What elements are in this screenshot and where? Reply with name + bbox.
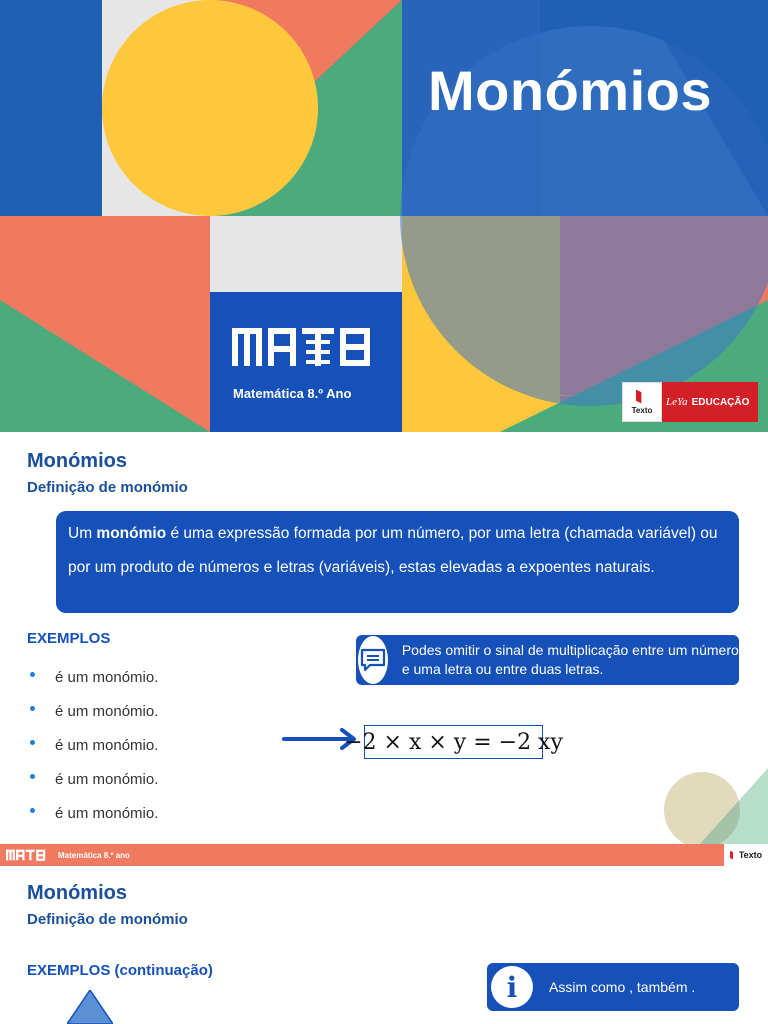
- triangle-icon: [67, 990, 113, 1024]
- educacao-logo-label: EDUCAÇÃO: [691, 396, 750, 408]
- definition-text-rest: é uma expressão formada por um número, por uma letra (chamada variável) ou por um produto de números e letras (variáveis), estas elevadas a expoentes naturais.: [68, 525, 718, 576]
- list-item: [30, 728, 158, 762]
- info-callout: [487, 963, 739, 1011]
- info-text: Assim como , também .: [549, 979, 696, 995]
- mat8-subtitle: Matemática 8.º Ano: [233, 386, 352, 401]
- tip-callout: [356, 635, 739, 685]
- tip-text: Podes omitir o sinal de multiplicação entre um número e uma letra ou entre duas letras.: [401, 642, 739, 677]
- publisher-logos: [622, 382, 758, 422]
- list-item: [30, 660, 158, 694]
- page-subtitle: Definição de monómio: [27, 911, 188, 928]
- footer-texto-label: Texto: [738, 850, 763, 860]
- list-item: [30, 762, 158, 796]
- example-text: é um monómio.: [55, 702, 159, 720]
- comment-icon: [360, 648, 386, 672]
- example-text: é um monómio.: [55, 668, 159, 686]
- mat8-logo-box: [210, 292, 402, 432]
- example-text: é um monómio.: [55, 770, 159, 788]
- formula-box: −2 × x × y = −2 xy: [364, 725, 543, 759]
- texto-book-icon: [636, 390, 648, 404]
- footer-band: [0, 844, 768, 866]
- page-title: Monómios: [27, 882, 127, 904]
- page-title: Monómios: [27, 450, 127, 472]
- texto-logo-label: Texto: [631, 405, 653, 415]
- examples-list: [30, 660, 158, 830]
- bullet-icon: [30, 740, 35, 745]
- texto-book-icon: [730, 851, 737, 860]
- mat8-logo-icon: [232, 322, 382, 372]
- footer-texto-logo: [724, 844, 768, 866]
- definition-term: monómio: [96, 525, 167, 542]
- footer-label: Matemática 8.º ano: [58, 850, 130, 860]
- examples-title: EXEMPLOS (continuação): [27, 962, 213, 979]
- leya-educacao-logo: [662, 382, 758, 422]
- definition-text-start: Um: [68, 525, 97, 542]
- bullet-icon: [30, 672, 35, 677]
- examples-title: EXEMPLOS: [27, 630, 111, 647]
- leya-logo-label: LeYa: [666, 396, 688, 408]
- cover-title: Monómios: [428, 59, 712, 122]
- cover-slide: [0, 0, 768, 432]
- page-subtitle: Definição de monómio: [27, 479, 188, 496]
- info-icon: i: [491, 966, 533, 1008]
- bullet-icon: [30, 808, 35, 813]
- list-item: [30, 694, 158, 728]
- mat8-small-logo-icon: [6, 848, 48, 862]
- decorative-shapes: [660, 768, 768, 844]
- texto-logo: [622, 382, 662, 422]
- example-text: é um monómio.: [55, 736, 159, 754]
- definition-box: [56, 511, 739, 613]
- bullet-icon: [30, 774, 35, 779]
- bullet-icon: [30, 706, 35, 711]
- list-item: [30, 796, 158, 830]
- example-text: é um monómio.: [55, 804, 159, 822]
- tip-icon-circle: [358, 636, 388, 684]
- definition-slide: [0, 432, 768, 844]
- examples-continued-slide: [0, 866, 768, 1024]
